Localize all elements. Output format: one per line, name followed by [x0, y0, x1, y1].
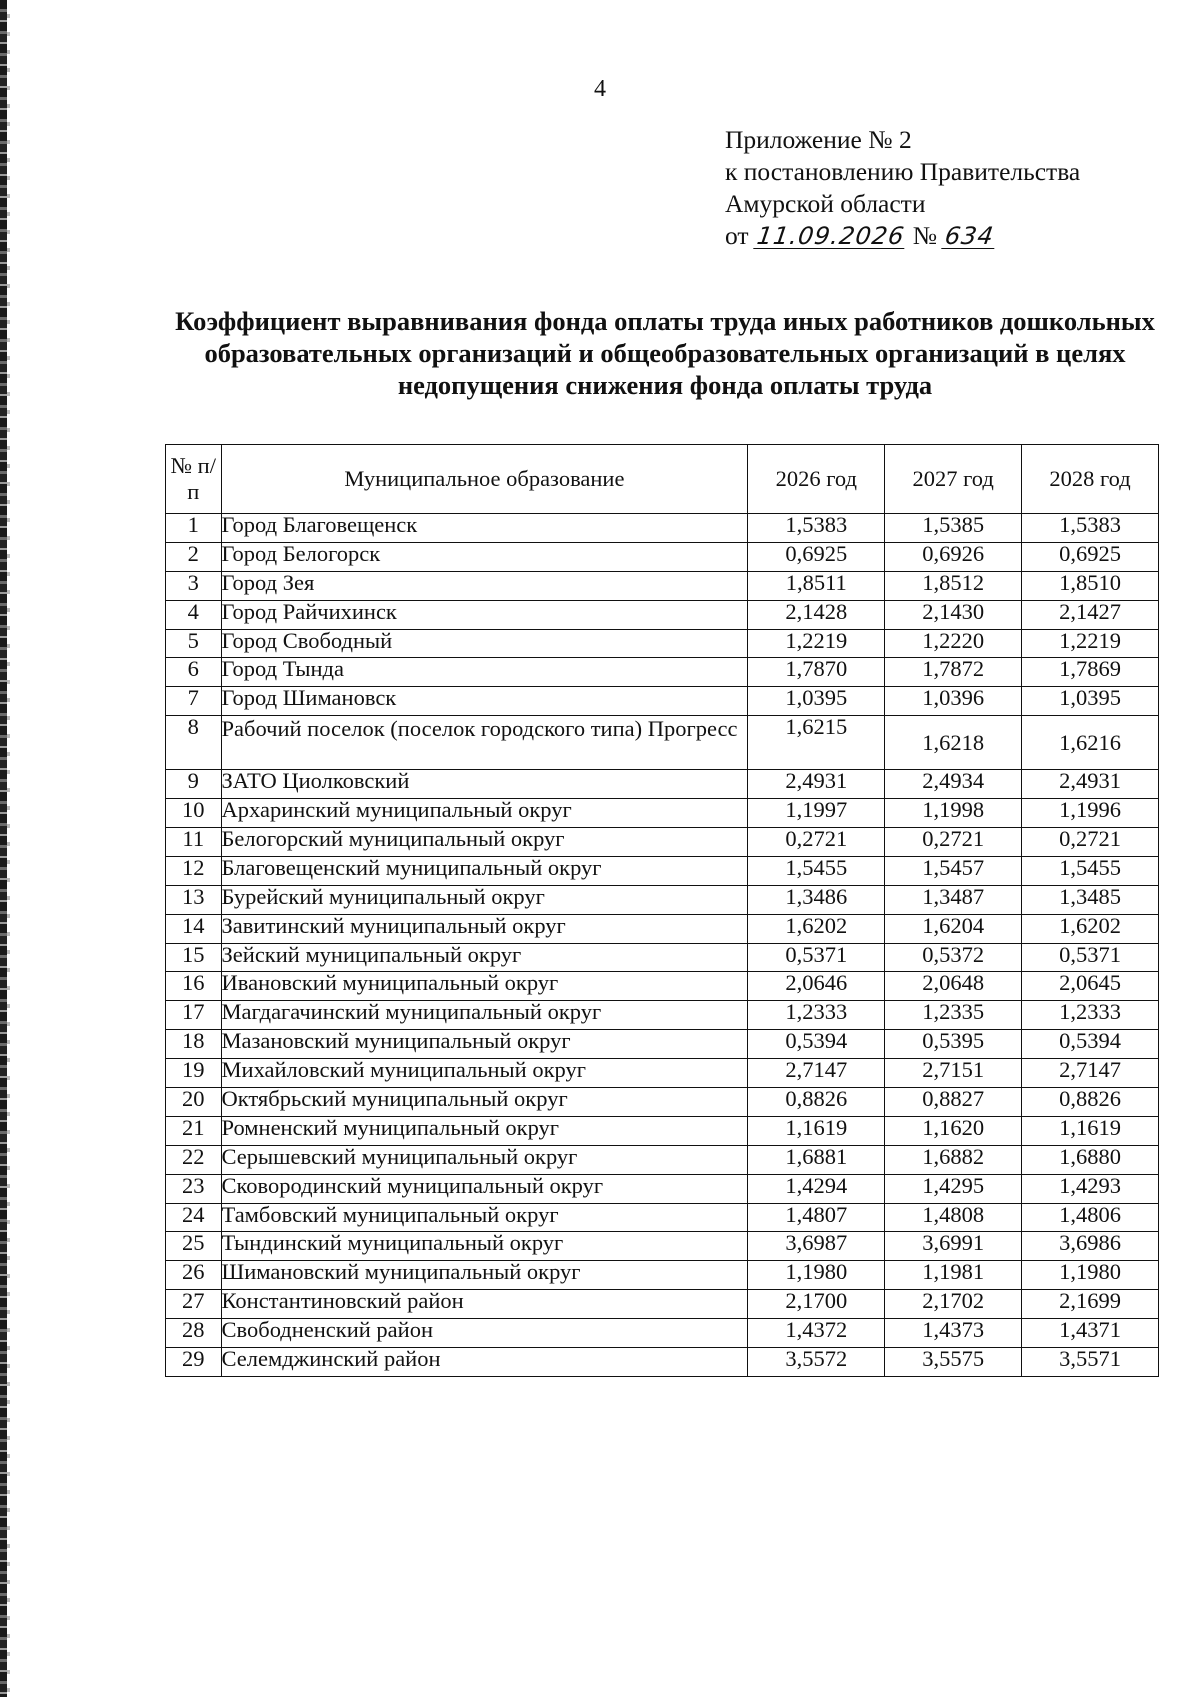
appendix-date-line	[725, 220, 1080, 252]
row-municipality: Тамбовский муниципальный округ	[221, 1203, 748, 1232]
row-value-2026: 1,0395	[748, 687, 885, 716]
table-row	[166, 687, 1159, 716]
row-number: 23	[166, 1174, 222, 1203]
row-value-2027: 1,4373	[885, 1319, 1022, 1348]
appendix-line-2: к постановлению Правительства	[725, 157, 1081, 186]
row-municipality: Зейский муниципальный округ	[221, 943, 748, 972]
row-value-2026: 1,8511	[748, 571, 885, 600]
row-value-2026: 1,6215	[748, 716, 885, 770]
row-value-2026: 0,5394	[748, 1030, 885, 1059]
row-number: 2	[166, 542, 222, 571]
row-municipality: Архаринский муниципальный округ	[221, 799, 748, 828]
row-value-2028: 1,5383	[1022, 514, 1159, 543]
row-value-2026: 3,5572	[748, 1348, 885, 1377]
row-value-2028: 1,8510	[1022, 571, 1159, 600]
row-number: 20	[166, 1088, 222, 1117]
table-row	[166, 1174, 1159, 1203]
table-row	[166, 1030, 1159, 1059]
row-number: 24	[166, 1203, 222, 1232]
row-municipality: Мазановский муниципальный округ	[221, 1030, 748, 1059]
row-value-2027: 1,4808	[885, 1203, 1022, 1232]
row-value-2028: 1,2219	[1022, 629, 1159, 658]
coefficient-table	[165, 444, 1159, 1377]
row-number: 12	[166, 856, 222, 885]
table-row	[166, 972, 1159, 1001]
row-number: 9	[166, 770, 222, 799]
row-value-2027: 2,4934	[885, 770, 1022, 799]
table-row	[166, 943, 1159, 972]
row-value-2028: 0,5394	[1022, 1030, 1159, 1059]
row-value-2027: 1,0396	[885, 687, 1022, 716]
row-value-2026: 2,7147	[748, 1059, 885, 1088]
row-value-2026: 1,2333	[748, 1001, 885, 1030]
header-municipality: Муниципальное образование	[221, 445, 748, 514]
page-number: 4	[594, 76, 606, 102]
header-2027: 2027 год	[885, 445, 1022, 514]
row-number: 21	[166, 1116, 222, 1145]
appendix-header	[725, 124, 1080, 252]
table-row	[166, 1232, 1159, 1261]
row-value-2028: 1,6880	[1022, 1145, 1159, 1174]
row-value-2028: 1,6202	[1022, 914, 1159, 943]
table-row	[166, 1145, 1159, 1174]
row-value-2028: 0,5371	[1022, 943, 1159, 972]
row-municipality: Ивановский муниципальный округ	[221, 972, 748, 1001]
row-value-2028: 1,1619	[1022, 1116, 1159, 1145]
table-row	[166, 542, 1159, 571]
row-value-2026: 1,4372	[748, 1319, 885, 1348]
row-value-2027: 1,6882	[885, 1145, 1022, 1174]
table-header-row	[166, 445, 1159, 514]
table-row	[166, 1319, 1159, 1348]
row-value-2028: 1,4371	[1022, 1319, 1159, 1348]
row-value-2028: 2,0645	[1022, 972, 1159, 1001]
table-row	[166, 1261, 1159, 1290]
row-value-2026: 1,5383	[748, 514, 885, 543]
row-value-2027: 2,7151	[885, 1059, 1022, 1088]
row-value-2026: 1,3486	[748, 885, 885, 914]
row-value-2027: 1,8512	[885, 571, 1022, 600]
row-value-2028: 2,4931	[1022, 770, 1159, 799]
row-value-2026: 1,1980	[748, 1261, 885, 1290]
row-number: 8	[166, 716, 222, 770]
row-number: 5	[166, 629, 222, 658]
row-municipality: Город Благовещенск	[221, 514, 748, 543]
row-value-2027: 1,2335	[885, 1001, 1022, 1030]
scan-edge-shadow	[7, 0, 10, 1697]
row-value-2026: 1,7870	[748, 658, 885, 687]
table-row	[166, 1059, 1159, 1088]
row-municipality: Город Шимановск	[221, 687, 748, 716]
row-value-2027: 0,5395	[885, 1030, 1022, 1059]
number-prefix: №	[912, 221, 938, 250]
row-value-2028: 1,4293	[1022, 1174, 1159, 1203]
row-value-2026: 0,8826	[748, 1088, 885, 1117]
row-municipality: Город Свободный	[221, 629, 748, 658]
row-number: 3	[166, 571, 222, 600]
row-municipality: Свободненский район	[221, 1319, 748, 1348]
table-row	[166, 770, 1159, 799]
row-value-2027: 1,5385	[885, 514, 1022, 543]
row-value-2027: 3,5575	[885, 1348, 1022, 1377]
row-value-2027: 1,6204	[885, 914, 1022, 943]
row-value-2027: 1,1998	[885, 799, 1022, 828]
row-municipality: Сковородинский муниципальный округ	[221, 1174, 748, 1203]
row-value-2027: 1,5457	[885, 856, 1022, 885]
date-prefix: от	[725, 221, 749, 250]
appendix-line-3: Амурской области	[725, 189, 926, 218]
row-value-2027: 1,1620	[885, 1116, 1022, 1145]
table-row	[166, 658, 1159, 687]
row-value-2026: 1,4294	[748, 1174, 885, 1203]
row-municipality: Серышевский муниципальный округ	[221, 1145, 748, 1174]
row-value-2026: 3,6987	[748, 1232, 885, 1261]
row-value-2027: 0,8827	[885, 1088, 1022, 1117]
table-row	[166, 629, 1159, 658]
row-value-2027: 0,5372	[885, 943, 1022, 972]
handwritten-number: 634	[943, 222, 997, 250]
row-municipality: ЗАТО Циолковский	[221, 770, 748, 799]
table-row	[166, 1203, 1159, 1232]
table-row	[166, 799, 1159, 828]
row-number: 13	[166, 885, 222, 914]
row-value-2028: 0,8826	[1022, 1088, 1159, 1117]
row-value-2028: 0,2721	[1022, 828, 1159, 857]
row-value-2027: 0,6926	[885, 542, 1022, 571]
row-municipality: Город Тында	[221, 658, 748, 687]
row-value-2026: 2,1700	[748, 1290, 885, 1319]
row-value-2028: 2,7147	[1022, 1059, 1159, 1088]
row-number: 18	[166, 1030, 222, 1059]
row-municipality: Магдагачинский муниципальный округ	[221, 1001, 748, 1030]
document-title: Коэффициент выравнивания фонда оплаты труда иных работников дошкольных образовательных организаций и общеобразовательных организаций в целях недопущения снижения фонда оплаты труда	[175, 306, 1155, 400]
row-municipality: Константиновский район	[221, 1290, 748, 1319]
row-number: 28	[166, 1319, 222, 1348]
row-value-2026: 2,0646	[748, 972, 885, 1001]
row-value-2028: 1,4806	[1022, 1203, 1159, 1232]
row-municipality: Белогорский муниципальный округ	[221, 828, 748, 857]
row-municipality: Ромненский муниципальный округ	[221, 1116, 748, 1145]
row-municipality: Бурейский муниципальный округ	[221, 885, 748, 914]
table-row	[166, 514, 1159, 543]
row-municipality: Шимановский муниципальный округ	[221, 1261, 748, 1290]
scan-edge	[0, 0, 7, 1697]
header-2026: 2026 год	[748, 445, 885, 514]
table-row	[166, 571, 1159, 600]
row-value-2026: 0,2721	[748, 828, 885, 857]
handwritten-date: 11.09.2026	[755, 222, 907, 250]
row-number: 25	[166, 1232, 222, 1261]
row-value-2026: 1,4807	[748, 1203, 885, 1232]
row-value-2028: 1,0395	[1022, 687, 1159, 716]
row-municipality: Завитинский муниципальный округ	[221, 914, 748, 943]
row-value-2028: 1,7869	[1022, 658, 1159, 687]
row-number: 10	[166, 799, 222, 828]
row-municipality: Благовещенский муниципальный округ	[221, 856, 748, 885]
row-number: 4	[166, 600, 222, 629]
row-value-2027: 1,3487	[885, 885, 1022, 914]
row-number: 26	[166, 1261, 222, 1290]
row-value-2028: 1,6216	[1022, 716, 1159, 770]
row-value-2028: 3,5571	[1022, 1348, 1159, 1377]
header-num: № п/п	[166, 445, 222, 514]
row-municipality: Селемджинский район	[221, 1348, 748, 1377]
row-value-2028: 1,1996	[1022, 799, 1159, 828]
row-value-2028: 2,1699	[1022, 1290, 1159, 1319]
row-municipality: Город Белогорск	[221, 542, 748, 571]
table-row	[166, 885, 1159, 914]
row-number: 15	[166, 943, 222, 972]
row-number: 17	[166, 1001, 222, 1030]
row-value-2028: 1,5455	[1022, 856, 1159, 885]
row-number: 22	[166, 1145, 222, 1174]
row-value-2026: 1,1997	[748, 799, 885, 828]
table-row	[166, 856, 1159, 885]
row-value-2027: 0,2721	[885, 828, 1022, 857]
header-2028: 2028 год	[1022, 445, 1159, 514]
row-value-2026: 1,2219	[748, 629, 885, 658]
table-row	[166, 600, 1159, 629]
row-value-2028: 3,6986	[1022, 1232, 1159, 1261]
row-municipality: Город Райчихинск	[221, 600, 748, 629]
row-number: 29	[166, 1348, 222, 1377]
row-municipality: Тындинский муниципальный округ	[221, 1232, 748, 1261]
row-number: 27	[166, 1290, 222, 1319]
row-value-2027: 1,7872	[885, 658, 1022, 687]
row-value-2027: 2,1430	[885, 600, 1022, 629]
row-value-2026: 1,1619	[748, 1116, 885, 1145]
row-value-2026: 1,6202	[748, 914, 885, 943]
row-number: 16	[166, 972, 222, 1001]
row-number: 6	[166, 658, 222, 687]
row-value-2026: 2,1428	[748, 600, 885, 629]
table-row	[166, 828, 1159, 857]
row-value-2028: 1,2333	[1022, 1001, 1159, 1030]
row-municipality: Октябрьский муниципальный округ	[221, 1088, 748, 1117]
table-row	[166, 1348, 1159, 1377]
row-number: 1	[166, 514, 222, 543]
row-value-2028: 0,6925	[1022, 542, 1159, 571]
row-value-2026: 0,6925	[748, 542, 885, 571]
row-value-2027: 1,2220	[885, 629, 1022, 658]
row-number: 19	[166, 1059, 222, 1088]
row-number: 11	[166, 828, 222, 857]
row-value-2026: 1,6881	[748, 1145, 885, 1174]
row-value-2027: 2,1702	[885, 1290, 1022, 1319]
row-municipality: Город Зея	[221, 571, 748, 600]
row-value-2028: 1,1980	[1022, 1261, 1159, 1290]
table-row	[166, 1001, 1159, 1030]
row-value-2027: 1,1981	[885, 1261, 1022, 1290]
table-row	[166, 716, 1159, 770]
row-municipality: Рабочий поселок (поселок городского типа) Прогресс	[221, 716, 748, 770]
table-row	[166, 1088, 1159, 1117]
row-value-2028: 2,1427	[1022, 600, 1159, 629]
row-value-2028: 1,3485	[1022, 885, 1159, 914]
appendix-line-1: Приложение № 2	[725, 125, 912, 154]
row-value-2027: 3,6991	[885, 1232, 1022, 1261]
row-municipality: Михайловский муниципальный округ	[221, 1059, 748, 1088]
table-row	[166, 914, 1159, 943]
row-number: 14	[166, 914, 222, 943]
table-row	[166, 1116, 1159, 1145]
row-number: 7	[166, 687, 222, 716]
row-value-2026: 2,4931	[748, 770, 885, 799]
row-value-2027: 1,6218	[885, 716, 1022, 770]
row-value-2026: 0,5371	[748, 943, 885, 972]
table-row	[166, 1290, 1159, 1319]
row-value-2026: 1,5455	[748, 856, 885, 885]
row-value-2027: 1,4295	[885, 1174, 1022, 1203]
row-value-2027: 2,0648	[885, 972, 1022, 1001]
table-body	[166, 514, 1159, 1377]
